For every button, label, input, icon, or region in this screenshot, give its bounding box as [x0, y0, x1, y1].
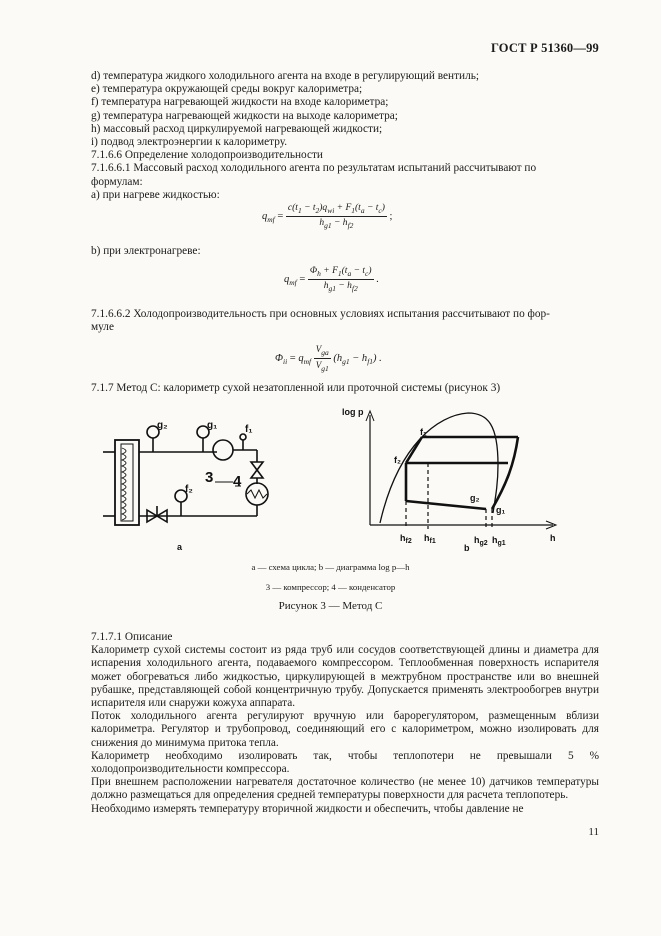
svg-text:f₂: f₂ — [394, 455, 401, 465]
paragraph-2: Поток холодильного агента регулируют вручную или барорегулятором, размещенным вблизи калориметра. Регулятор и трубопровод, соединяющий его с калориметром, можно изолировать для снижения до минимума притока тепла. — [91, 710, 599, 749]
formula-2: $q_{mf}$ = $\frac{\Phi_h + F_1(t_a - t_c)}{h_{g1} - h_{f2}}$ . — [284, 266, 379, 293]
log-p-h-diagram — [338, 405, 568, 555]
list-item-i: i) подвод электроэнергии к калориметру. — [91, 136, 288, 149]
paragraph-3: Калориметр необходимо изолировать так, чтобы теплопотери не превышали 5 % холодопроизводительности компрессора. — [91, 749, 599, 776]
svg-text:g₂: g₂ — [157, 420, 168, 431]
paragraph-5: Необходимо измерять температуру вторичной жидкости и обеспечить, чтобы давление не — [91, 802, 524, 815]
svg-text:h: h — [550, 533, 556, 543]
list-item-e: e) температура окружающей среды вокруг калориметра; — [91, 83, 363, 96]
svg-text:b: b — [464, 543, 470, 553]
formula-1: $q_{mf}$ = $\frac{c(t_1 - t_2)q_{wi} + F_1(t_a - t_c)}{h_{g1} - h_{f2}}$ ; — [262, 203, 393, 230]
svg-text:log p: log p — [342, 407, 364, 417]
figure-caption-line1: a — схема цикла; b — диаграмма log p—h — [251, 562, 410, 572]
paragraph-4: При внешнем расположении нагревателя достаточное количество (не менее 10) датчиков температуры должно размещаться для определения средней температуры поверхности для расчета теплопотерь. — [91, 776, 599, 802]
section-7166-heading: 7.1.6.6 Определение холодопроизводительности — [91, 149, 323, 162]
list-item-d: d) температура жидкого холодильного агента на входе в регулирующий вентиль; — [91, 70, 479, 82]
svg-text:hf2: $h_{f2}$ — [400, 533, 412, 545]
item-b-label: b) при электронагреве: — [91, 245, 201, 257]
paragraph-1: Калориметр сухой системы состоит из ряда труб или сосудов соответствующей длины и диаметра для испарения холодильного агента, подаваемого компрессором. Теплообменная поверхность испарителя может обогреваться либо жидкостью, циркулирующей в межтрубном пространстве или во внешней рубашке, представляющей собой концентричную трубу. Допускается применять электрообогрев внутри испарителя или снаружи кожуха аппарата. — [91, 644, 599, 710]
svg-text:f₂: f₂ — [185, 484, 193, 495]
svg-text:f₁: f₁ — [420, 427, 427, 437]
section-7171-heading: 7.1.7.1 Описание — [91, 631, 173, 643]
svg-text:g₁: g₁ — [207, 420, 218, 431]
item-b-block — [91, 245, 599, 258]
svg-text:hf1: $h_{f1}$ — [424, 533, 436, 545]
section-71661-line1: 7.1.6.6.1 Массовый расход холодильного агента по результатам испытаний рассчитывают по — [91, 162, 537, 175]
list-item-g: g) температура нагревающей жидкости на выходе калориметра; — [91, 109, 398, 122]
svg-text:hg1: $h_{g1}$ — [492, 535, 506, 547]
svg-text:a: a — [177, 542, 183, 552]
standard-header: ГОСТ Р 51360—99 — [490, 41, 599, 55]
section-71661-line2: формулам: — [91, 175, 143, 188]
section-717 — [91, 382, 599, 395]
section-717-heading: 7.1.7 Метод С: калориметр сухой незатопленной или проточной системы (рисунок 3) — [91, 382, 501, 394]
svg-text:4: 4 — [233, 473, 242, 490]
svg-text:f₁: f₁ — [245, 424, 253, 435]
cycle-scheme-figure — [95, 410, 310, 555]
svg-text:g₂: g₂ — [470, 493, 480, 503]
list-block — [91, 70, 599, 202]
item-a-label: а) при нагреве жидкостью: — [91, 188, 220, 201]
list-item-h: h) массовый расход циркулируемой нагревающей жидкости; — [91, 122, 383, 135]
svg-text:3: 3 — [205, 469, 214, 486]
svg-text:g₁: g₁ — [496, 505, 506, 515]
page-number: 11 — [588, 826, 599, 838]
list-item-f: f) температура нагревающей жидкости на входе калориметра; — [91, 96, 389, 109]
description-block — [91, 631, 599, 816]
figure-caption-line2: 3 — компрессор; 4 — конденсатор — [265, 582, 396, 592]
figure-title: Рисунок 3 — Метод С — [278, 600, 383, 612]
section-71662 — [91, 308, 599, 334]
formula-3: $\Phi_{ii} = q_{mf}$ $\frac{V_{ga}}{V_{g1}}$ $(h_{g1} - h_{f1})$ . — [275, 344, 382, 373]
svg-text:hg2: $h_{g2}$ — [474, 535, 488, 547]
section-71662-line1: 7.1.6.6.2 Холодопроизводительность при основных условиях испытания рассчитывают по фор- — [91, 308, 550, 320]
section-71662-line2: муле — [91, 321, 114, 334]
